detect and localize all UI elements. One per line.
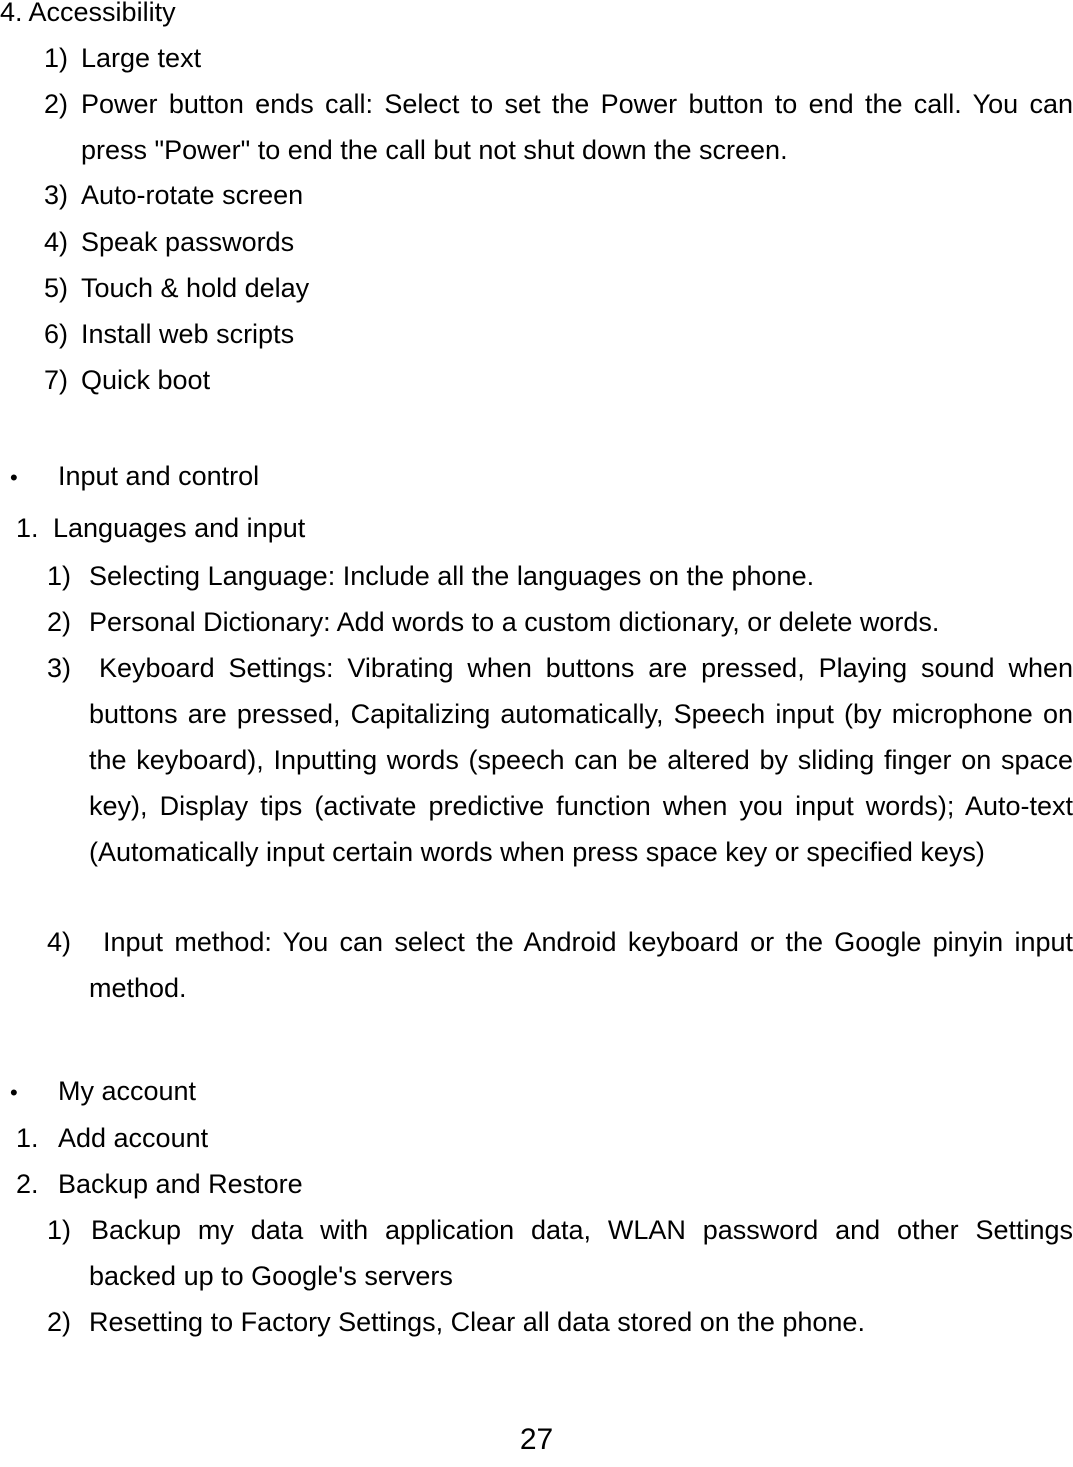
page-number: 27 [519,1423,554,1456]
list-item: Input method: You can select the Android keyboard or the Google pinyin input method. [89,927,1073,1003]
list-number: 3) [44,180,69,210]
sub-title-languages: Languages and input [53,513,306,543]
sub-number: 2. [16,1169,39,1199]
list-item: Speak passwords [81,227,295,257]
list-number: 2) [47,607,72,637]
section-title-input-control: Input and control [58,461,260,491]
list-number: 2) [44,89,69,119]
bullet-icon: • [10,1080,18,1105]
sub-title-backup-restore: Backup and Restore [58,1169,303,1199]
list-item: Install web scripts [81,319,295,349]
list-item: Personal Dictionary: Add words to a custom dictionary, or delete words. [89,607,940,637]
list-number: 1) [44,43,69,73]
list-item: Quick boot [81,365,211,395]
list-number: 7) [44,365,69,395]
sub-number: 1. [16,513,39,543]
list-number: 1) [47,1215,72,1245]
sub-number: 1. [16,1123,39,1153]
list-item: Touch & hold delay [81,273,310,303]
list-number: 6) [44,319,69,349]
list-number: 5) [44,273,69,303]
list-number: 1) [47,561,72,591]
list-item: Auto-rotate screen [81,180,304,210]
list-item: Backup my data with application data, WLAN password and other Settings backed up to Google's servers [89,1215,1073,1291]
list-number: 4) [47,927,72,957]
list-item: Power button ends call: Select to set the Power button to end the call. You can press "Power" to end the call but not shut down the screen. [81,89,1073,165]
list-number: 4) [44,227,69,257]
sub-title-add-account: Add account [58,1123,209,1153]
section-heading-accessibility: 4. Accessibility [0,0,176,27]
section-title-my-account: My account [58,1076,197,1106]
list-item: Resetting to Factory Settings, Clear all data stored on the phone. [89,1307,865,1337]
list-item: Keyboard Settings: Vibrating when buttons are pressed, Playing sound when buttons are pressed, Capitalizing automatically, Speech input (by microphone on the keyboard), Inputting words (speech can be altered by sliding finger on space key), Display tips (activate predictive function when you input words); Auto-text (Automatically input certain words when press space key or specified keys) [89,653,1073,867]
list-number: 2) [47,1307,72,1337]
list-item: Selecting Language: Include all the languages on the phone. [89,561,815,591]
bullet-icon: • [10,465,18,490]
list-item: Large text [81,43,202,73]
list-number: 3) [47,653,72,683]
